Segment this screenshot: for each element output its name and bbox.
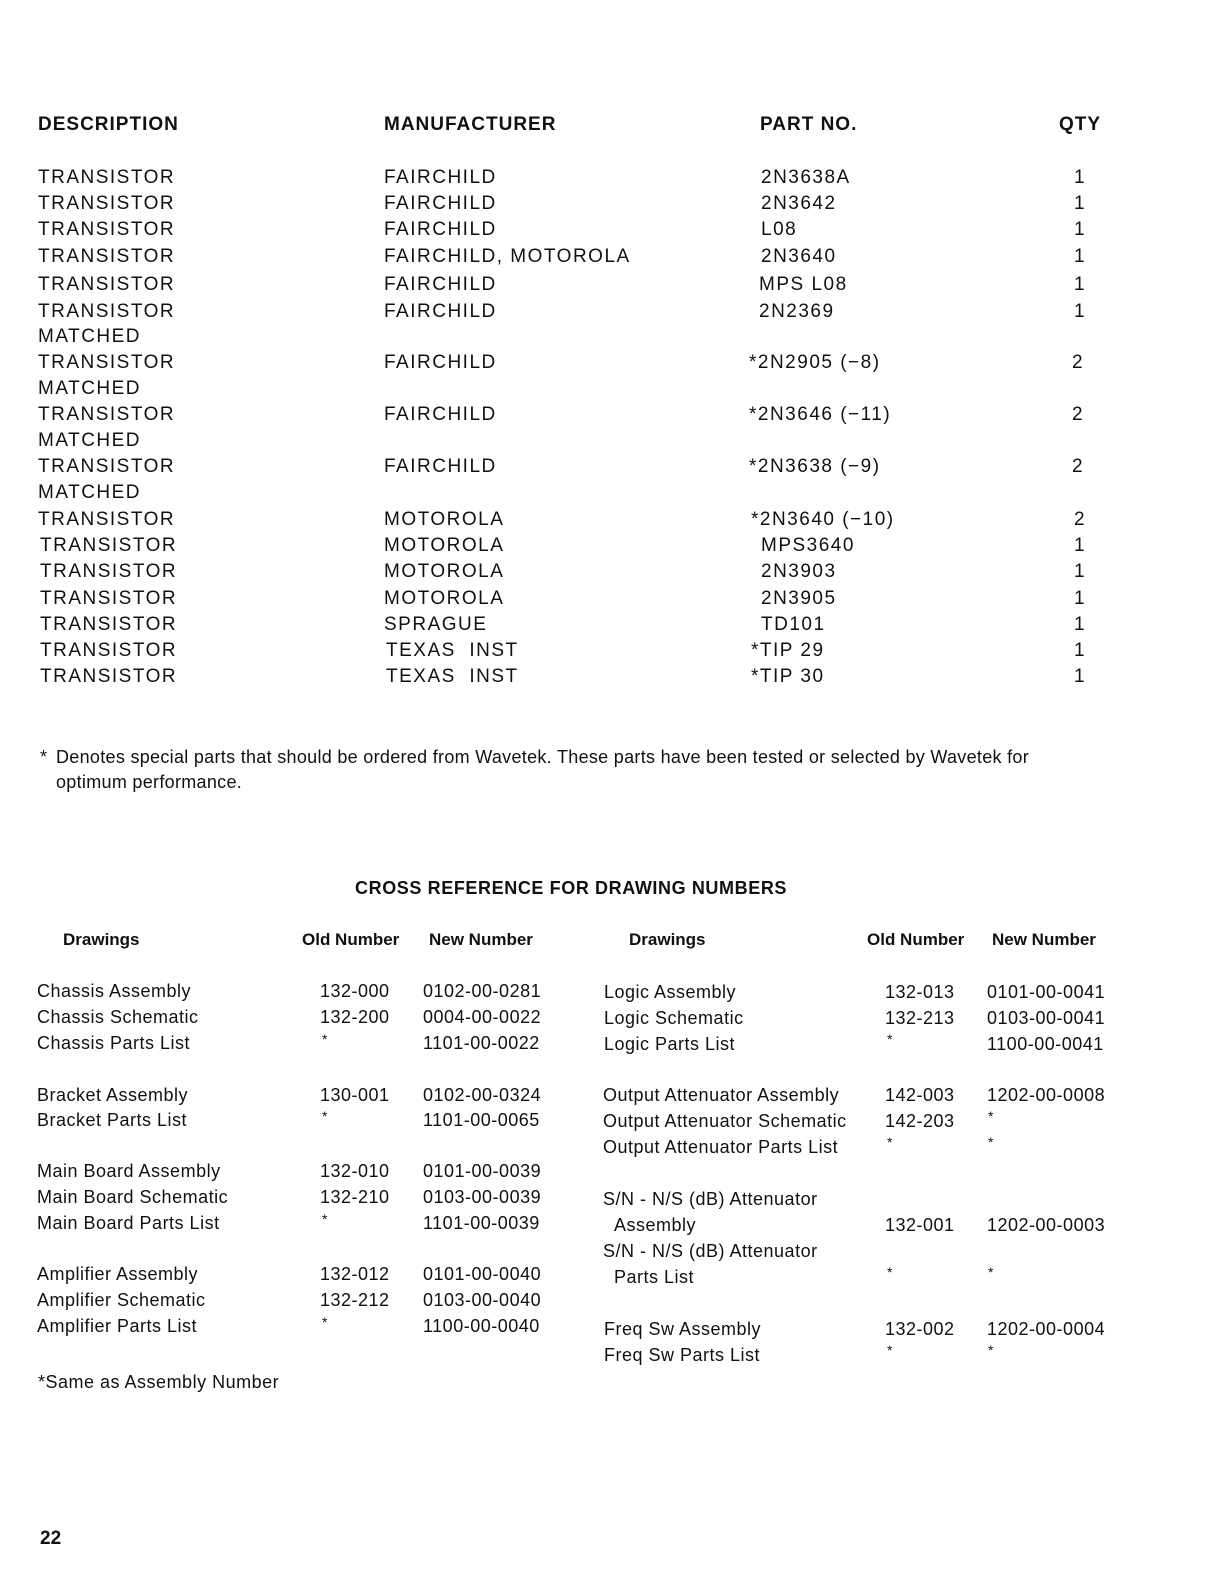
xref-new: 0101-00-0040 <box>423 1264 542 1284</box>
xref-drawing: Output Attenuator Parts List <box>603 1137 839 1157</box>
row-part-no: 2N3642 <box>761 193 837 214</box>
row-qty: 2 <box>1072 352 1085 373</box>
row-manufacturer: MOTOROLA <box>384 535 505 556</box>
xref-drawing: Logic Assembly <box>604 982 737 1002</box>
row-qty: 1 <box>1074 167 1087 188</box>
xref-old: * <box>322 1314 328 1330</box>
row-manufacturer: FAIRCHILD <box>384 301 497 322</box>
xref-new: * <box>988 1264 994 1280</box>
row-manufacturer: MOTOROLA <box>384 588 505 609</box>
row-part-no: MPS3640 <box>761 535 855 556</box>
xref-drawing: Freq Sw Assembly <box>604 1319 762 1339</box>
xref-new: 0103-00-0039 <box>423 1187 542 1207</box>
row-manufacturer: FAIRCHILD <box>384 219 497 240</box>
xref-drawing-cont: Assembly <box>614 1215 697 1235</box>
col-header-manufacturer: MANUFACTURER <box>384 114 557 135</box>
row-manufacturer: FAIRCHILD <box>384 193 497 214</box>
xref-old: * <box>322 1211 328 1227</box>
row-qty: 1 <box>1074 193 1087 214</box>
row-description: TRANSISTOR <box>38 219 176 240</box>
xref-new: 1101-00-0022 <box>423 1033 540 1053</box>
xref-old: * <box>322 1031 328 1047</box>
row-description: TRANSISTOR <box>38 246 176 267</box>
xref-new: 1202-00-0004 <box>987 1319 1106 1339</box>
row-description: TRANSISTOR <box>40 666 178 687</box>
xref-drawing: S/N - N/S (dB) Attenuator <box>603 1189 818 1209</box>
xref-header-new-left: New Number <box>429 930 533 949</box>
xref-new: 0101-00-0039 <box>423 1161 542 1181</box>
xref-drawing: Amplifier Parts List <box>37 1316 198 1336</box>
row-part-no: 2N2369 <box>759 301 835 322</box>
xref-old: * <box>322 1108 328 1124</box>
xref-old: 132-012 <box>320 1264 390 1284</box>
xref-new: 1100-00-0041 <box>987 1034 1104 1054</box>
xref-new: 1101-00-0065 <box>423 1110 540 1130</box>
xref-drawing: Amplifier Schematic <box>37 1290 206 1310</box>
xref-new: 0103-00-0041 <box>987 1008 1106 1028</box>
row-manufacturer: FAIRCHILD <box>384 456 497 477</box>
footnote-line2: optimum performance. <box>56 772 243 792</box>
footnote-line1: Denotes special parts that should be ordered from Wavetek. These parts have been tested or selected by Wavetek for <box>56 747 1030 767</box>
row-description-qualifier: MATCHED <box>38 430 142 451</box>
xref-drawing: Main Board Parts List <box>37 1213 220 1233</box>
xref-drawing: Bracket Assembly <box>37 1085 189 1105</box>
row-description: TRANSISTOR <box>38 509 176 530</box>
row-qty: 1 <box>1074 666 1087 687</box>
xref-drawing: S/N - N/S (dB) Attenuator <box>603 1241 818 1261</box>
footnote-star: * <box>40 747 48 767</box>
row-manufacturer: TEXAS INST <box>386 666 519 687</box>
xref-old: 142-003 <box>885 1085 955 1105</box>
row-qty: 1 <box>1074 614 1087 635</box>
row-part-no: *2N3646 (−11) <box>749 404 892 425</box>
xref-drawing: Main Board Assembly <box>37 1161 221 1181</box>
xref-drawing-cont: Parts List <box>614 1267 695 1287</box>
xref-header-old-left: Old Number <box>302 930 400 949</box>
row-description-qualifier: MATCHED <box>38 378 142 399</box>
xref-old: * <box>887 1031 893 1047</box>
row-manufacturer: FAIRCHILD <box>384 167 497 188</box>
xref-new: 1202-00-0003 <box>987 1215 1106 1235</box>
row-description-qualifier: MATCHED <box>38 482 142 503</box>
row-description: TRANSISTOR <box>38 404 176 425</box>
xref-header-new-right: New Number <box>992 930 1096 949</box>
row-qty: 1 <box>1074 561 1087 582</box>
row-description: TRANSISTOR <box>38 167 176 188</box>
xref-drawing: Amplifier Assembly <box>37 1264 199 1284</box>
xref-drawing: Logic Parts List <box>604 1034 736 1054</box>
xref-old: 132-002 <box>885 1319 955 1339</box>
xref-drawing: Output Attenuator Schematic <box>603 1111 847 1131</box>
row-description: TRANSISTOR <box>38 274 176 295</box>
row-manufacturer: FAIRCHILD <box>384 404 497 425</box>
xref-old: 142-203 <box>885 1111 955 1131</box>
xref-footnote: *Same as Assembly Number <box>38 1372 280 1392</box>
xref-drawing: Main Board Schematic <box>37 1187 229 1207</box>
xref-drawing: Logic Schematic <box>604 1008 744 1028</box>
xref-drawing: Freq Sw Parts List <box>604 1345 761 1365</box>
xref-new: 0004-00-0022 <box>423 1007 542 1027</box>
row-manufacturer: MOTOROLA <box>384 561 505 582</box>
xref-old: * <box>887 1264 893 1280</box>
xref-old: 130-001 <box>320 1085 390 1105</box>
xref-old: 132-212 <box>320 1290 390 1310</box>
xref-new: * <box>988 1134 994 1150</box>
row-part-no: *TIP 30 <box>751 666 825 687</box>
xref-old: 132-013 <box>885 982 955 1002</box>
row-description: TRANSISTOR <box>38 456 176 477</box>
xref-drawing: Bracket Parts List <box>37 1110 188 1130</box>
xref-new: 1202-00-0008 <box>987 1085 1106 1105</box>
xref-old: 132-200 <box>320 1007 390 1027</box>
xref-old: * <box>887 1134 893 1150</box>
xref-header-drawings-left: Drawings <box>63 930 140 949</box>
row-part-no: MPS L08 <box>759 274 848 295</box>
xref-old: 132-010 <box>320 1161 390 1181</box>
row-description: TRANSISTOR <box>40 535 178 556</box>
xref-new: 1101-00-0039 <box>423 1213 540 1233</box>
row-qty: 1 <box>1074 301 1087 322</box>
row-part-no: TD101 <box>761 614 826 635</box>
row-part-no: L08 <box>761 219 798 240</box>
xref-new: 0101-00-0041 <box>987 982 1106 1002</box>
row-description-qualifier: MATCHED <box>38 326 142 347</box>
row-description: TRANSISTOR <box>38 352 176 373</box>
xref-drawing: Chassis Assembly <box>37 981 192 1001</box>
xref-old: 132-213 <box>885 1008 955 1028</box>
row-qty: 1 <box>1074 219 1087 240</box>
xref-drawing: Chassis Schematic <box>37 1007 199 1027</box>
row-part-no: *TIP 29 <box>751 640 825 661</box>
row-qty: 2 <box>1072 404 1085 425</box>
row-description: TRANSISTOR <box>40 614 178 635</box>
row-description: TRANSISTOR <box>38 301 176 322</box>
row-qty: 2 <box>1074 509 1087 530</box>
cross-reference-title: CROSS REFERENCE FOR DRAWING NUMBERS <box>355 878 788 898</box>
row-part-no: 2N3905 <box>761 588 837 609</box>
xref-old: * <box>887 1342 893 1358</box>
xref-old: 132-210 <box>320 1187 390 1207</box>
row-part-no: *2N3638 (−9) <box>749 456 881 477</box>
col-header-qty: QTY <box>1059 114 1102 135</box>
row-qty: 1 <box>1074 246 1087 267</box>
row-manufacturer: TEXAS INST <box>386 640 519 661</box>
xref-new: 0102-00-0324 <box>423 1085 542 1105</box>
xref-header-drawings-right: Drawings <box>629 930 706 949</box>
row-description: TRANSISTOR <box>38 193 176 214</box>
row-qty: 1 <box>1074 640 1087 661</box>
page-number: 22 <box>40 1528 62 1549</box>
row-manufacturer: FAIRCHILD <box>384 274 497 295</box>
row-qty: 2 <box>1072 456 1085 477</box>
xref-drawing: Output Attenuator Assembly <box>603 1085 840 1105</box>
xref-header-old-right: Old Number <box>867 930 965 949</box>
row-qty: 1 <box>1074 535 1087 556</box>
row-qty: 1 <box>1074 274 1087 295</box>
col-header-part-no: PART NO. <box>760 114 858 135</box>
row-qty: 1 <box>1074 588 1087 609</box>
xref-new: * <box>988 1342 994 1358</box>
row-description: TRANSISTOR <box>40 640 178 661</box>
row-part-no: 2N3638A <box>761 167 851 188</box>
xref-new: 0103-00-0040 <box>423 1290 542 1310</box>
row-manufacturer: FAIRCHILD, MOTOROLA <box>384 246 631 267</box>
row-description: TRANSISTOR <box>40 588 178 609</box>
xref-old: 132-001 <box>885 1215 955 1235</box>
xref-new: 1100-00-0040 <box>423 1316 540 1336</box>
row-manufacturer: MOTOROLA <box>384 509 505 530</box>
row-part-no: 2N3903 <box>761 561 837 582</box>
row-manufacturer: FAIRCHILD <box>384 352 497 373</box>
xref-new: 0102-00-0281 <box>423 981 542 1001</box>
row-part-no: *2N3640 (−10) <box>751 509 895 530</box>
row-manufacturer: SPRAGUE <box>384 614 488 635</box>
row-description: TRANSISTOR <box>40 561 178 582</box>
row-part-no: *2N2905 (−8) <box>749 352 881 373</box>
xref-new: * <box>988 1108 994 1124</box>
xref-drawing: Chassis Parts List <box>37 1033 191 1053</box>
row-part-no: 2N3640 <box>761 246 837 267</box>
xref-old: 132-000 <box>320 981 390 1001</box>
col-header-description: DESCRIPTION <box>38 114 179 135</box>
